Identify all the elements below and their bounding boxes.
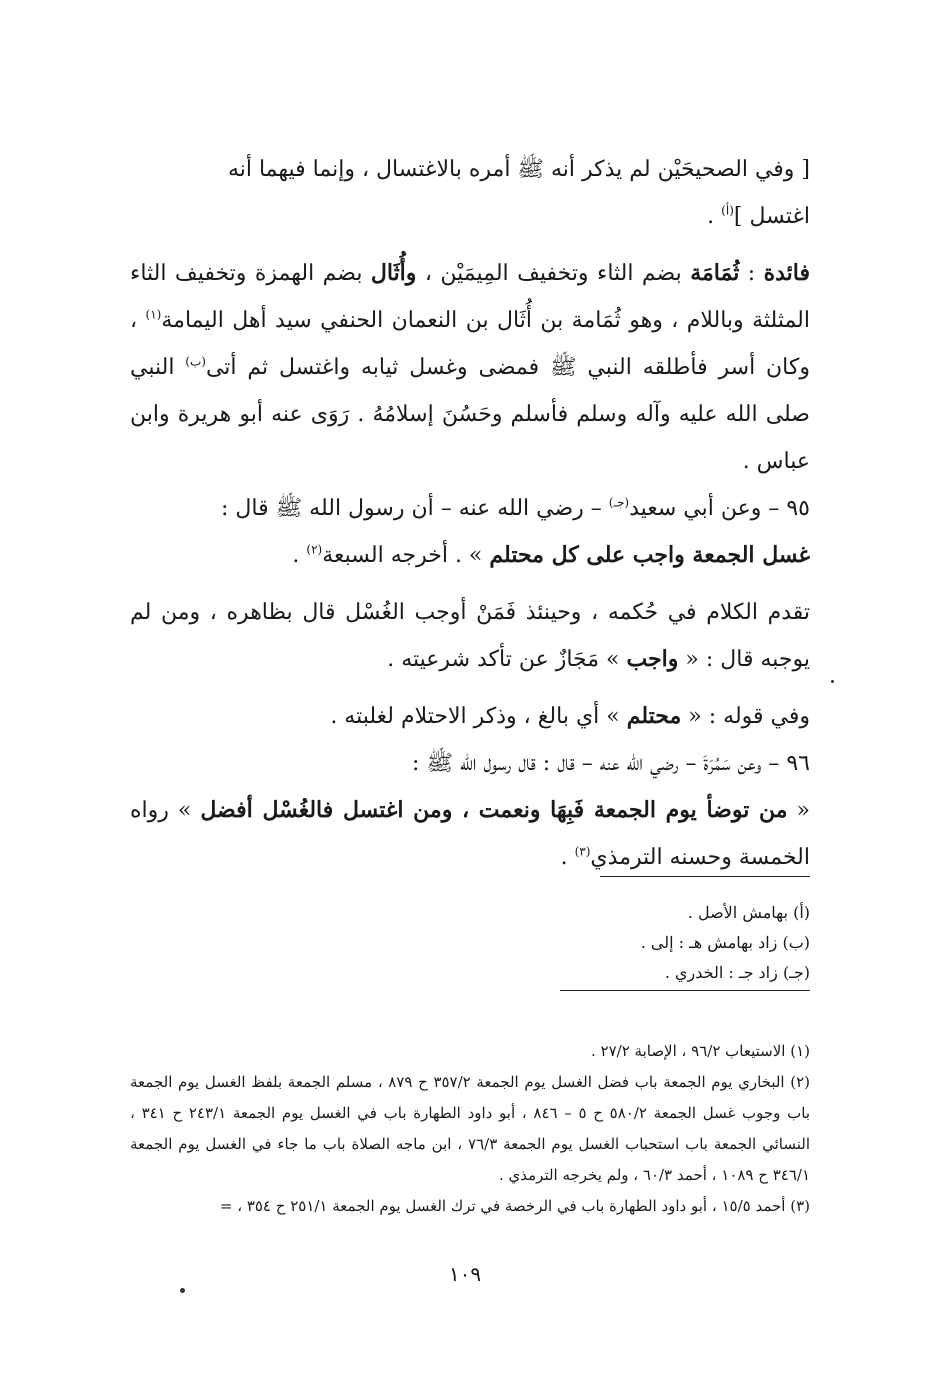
text-line: [ وفي الصحيحَيْن لم يذكر أنه ﷺ أمره بالاغتسال ، وإنما فيهما أنه (227, 157, 810, 182)
text-span: . (707, 204, 722, 229)
footnote-marker: (جـ) (608, 495, 630, 510)
paragraph-commentary (130, 589, 810, 683)
text-span: ، وكان أسر فأطلقه النبي ﷺ فمضى وغسل ثيابه واغتسل ثم أتى (130, 308, 810, 380)
text-span: النبي صلى الله عليه وآله وسلم فأسلم وحَسُنَ إسلامُهُ . رَوَى عنه أبو هريرة وابن عباس . (130, 355, 810, 474)
text-span: بضم الهمزة وتخفيف الثاء المثلثة وباللام ، وهو ثُمَامة بن أُثَال بن النعمان الحنفي سيد أهل اليمامة (130, 261, 810, 333)
term-thumama: ثُمَامَة (690, 260, 740, 286)
text-span: – رضي الله عنه – أن رسول الله ﷺ قال : (220, 496, 609, 521)
hadith-text: غسل الجمعة واجب على كل محتلم (489, 542, 810, 568)
text-span: ٩٦ – وعن سَمُرَةَ – رضي الله عنه – قال : قال رسول الله ﷺ : (412, 751, 810, 776)
scan-speck (180, 1288, 185, 1293)
footnote-divider (600, 876, 810, 877)
footnote: (٢) البخاري يوم الجمعة باب فضل الغسل يوم الجمعة ٣٥٧/٢ ح ٨٧٩ ، مسلم الجمعة بلفظ الغسل يوم الجمعة باب وجوب غسل الجمعة ٥٨٠/٢ ح ٥ – ٨٤٦ ، أبو داود الطهارة باب في الغسل يوم الجمعة ٢٤٣/١ ح ٣٤١ ، النسائي الجمعة باب استحباب الغسل يوم الجمعة ٧٦/٣ ، ابن ماجه الصلاة باب ما جاء في الغسل يوم الجمعة ٣٤٦/١ ح ١٠٨٩ ، أحمد ٦٠/٣ ، ولم يخرجه الترمذي . (130, 1073, 811, 1184)
scan-speck (831, 680, 834, 683)
text-span: ٩٥ – وعن أبي سعيد (629, 496, 810, 521)
text-span: وفي قوله : « (681, 704, 810, 729)
text-span: » مَجَازٌ عن تأكد شرعيته . (387, 647, 627, 672)
text-span: « (787, 798, 811, 823)
footnotes (130, 1036, 810, 1222)
term-muhtalim: محتلم (626, 703, 682, 729)
footnote-marker: (٢) (306, 542, 323, 557)
variant-note: (أ) بهامش الأصل . (687, 903, 810, 922)
paragraph-muhtalim (130, 693, 810, 740)
term-wajib: واجب (626, 646, 679, 672)
footnote-divider (560, 990, 810, 991)
text-span: » . أخرجه السبعة (322, 543, 490, 568)
text-span: بضم الثاء وتخفيف المِيمَيْن ، (416, 261, 691, 286)
footnote-marker: (٣) (574, 844, 591, 859)
text-span: : (739, 261, 764, 286)
paragraph-sahihayn (130, 146, 810, 240)
paragraph-fayda (130, 250, 810, 485)
text-span: » رواه الخمسة وحسنه الترمذي (130, 798, 810, 870)
page-number: ١٠٩ (448, 1262, 482, 1286)
hadith-95 (130, 485, 810, 579)
footnote-marker: (١) (145, 307, 162, 322)
text-span: » أي بالغ ، وذكر الاحتلام لغلبته . (330, 704, 627, 729)
text-span: . (292, 543, 307, 568)
main-text (130, 146, 810, 881)
hadith-text: من توضأ يوم الجمعة فَبِهَا ونعمت ، ومن اغتسل فالغُسْل أفضل (200, 797, 788, 823)
fayda-label: فائدة (763, 260, 810, 286)
term-uthal: وأُثَال (370, 260, 417, 286)
text-span: تقدم الكلام في حُكمه ، وحينئذ فَمَنْ أوجب الغُسْل قال بظاهره ، ومن لم يوجبه قال : « (130, 600, 810, 672)
footnote-marker: (أ) (721, 203, 734, 218)
variant-notes (560, 898, 810, 988)
footnote-marker: (ب) (185, 354, 206, 369)
hadith-96 (130, 740, 810, 881)
footnote: (١) الاستيعاب ٩٦/٢ ، الإصابة ٢٧/٢ . (590, 1042, 810, 1060)
text-line: اغتسل ] (733, 204, 810, 229)
variant-note: (جـ) زاد جـ : الخدري . (664, 963, 810, 982)
variant-note: (ب) زاد بهامش هـ : إلى . (640, 933, 810, 952)
footnote: (٣) أحمد ١٥/٥ ، أبو داود الطهارة باب في الرخصة في ترك الغسل يوم الجمعة ٢٥١/١ ح ٣٥٤ ، = (219, 1197, 810, 1215)
text-span: . (560, 845, 575, 870)
